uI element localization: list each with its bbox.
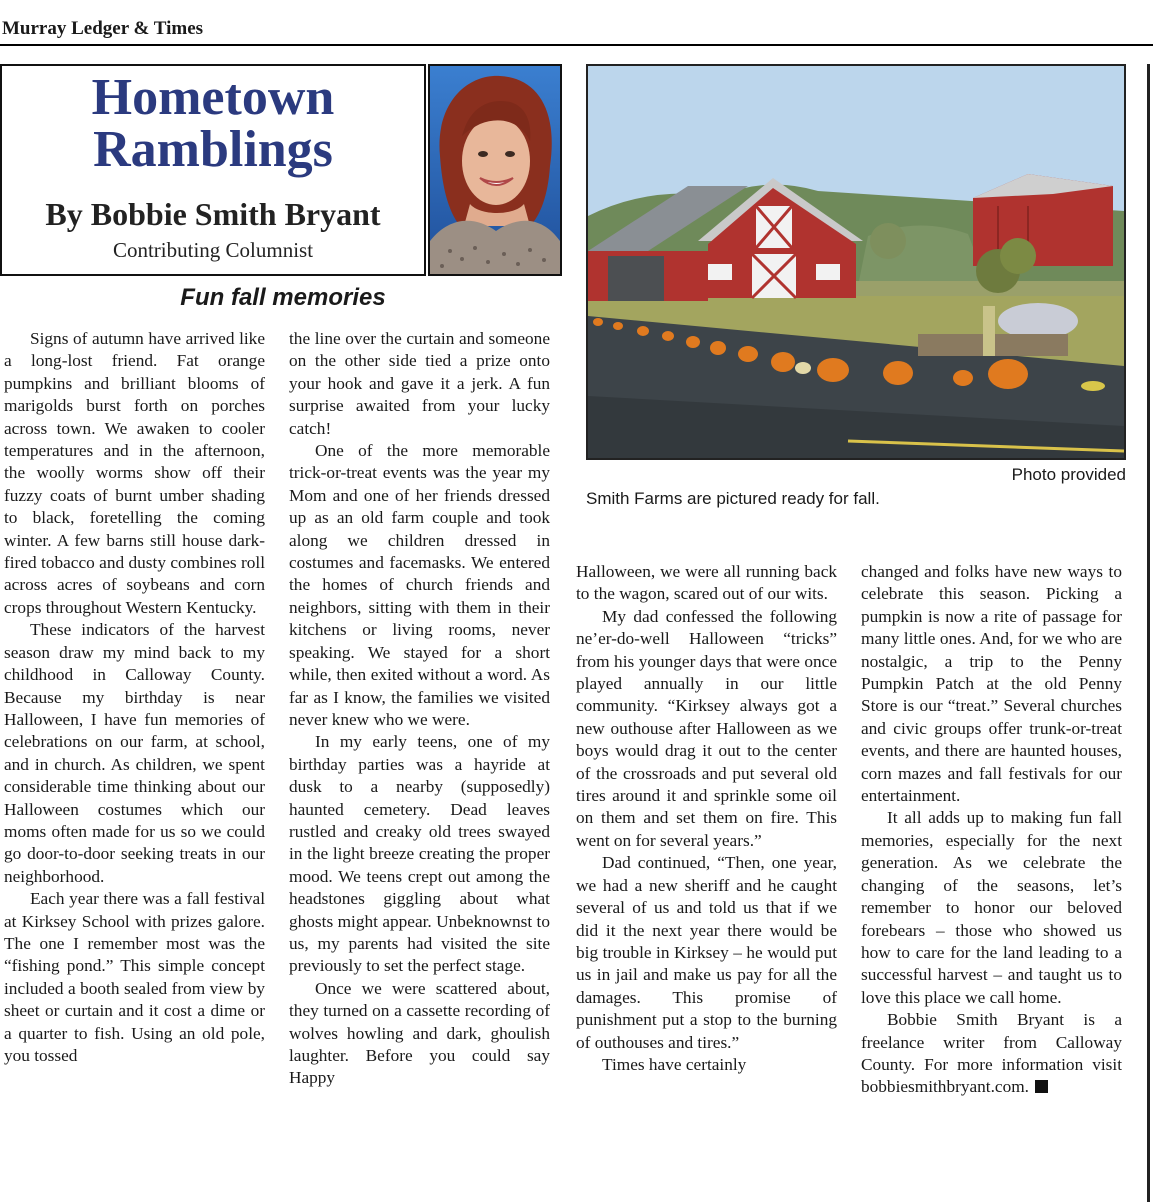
paragraph: Times have certainly [602,1054,747,1074]
end-mark-icon [1035,1080,1048,1093]
paragraph: Each year there was a fall festival at Kirksey School with prizes galore. The one I remember most was the “fishing pond.” This simple concept included a booth sealed from view by sheet or curtain and it cost a dime or a quarter to fish. Using an old pole, you tossed [4,889,265,1065]
paragraph: My dad confessed the following ne’er-do-well Halloween “tricks” from his younger days that were once played annually in our little community. “Kirksey always got a new outhouse after Halloween as we boys would drag it out to the center of the crossroads and put several old tires around it and sprinkle some oil on them and set them on fire. This went on for several years.” [576,606,837,850]
paragraph: Halloween, we were all running back to the wagon, scared out of our wits. [576,562,837,604]
paragraph: One of the more memorable trick-or-treat events was the year my Mom and one of her friends dressed up as an old farm couple and took along we children dressed in costumes and facemasks. We entered the homes of church friends and neighbors, sitting with them in their kitchens or living rooms, never speaking. We stayed for a short while, then exited without a word. As far as I know, the families we visited never knew who we were. [289,441,550,729]
paragraph: changed and folks have new ways to celebrate this season. Picking a pumpkin is now a rite of passage for many little ones. And, for we who are nostalgic, a trip to the Penny Pumpkin Patch at the old Penny Store is our “treat.” Several churches and civic groups offer trunk-or-treat events, and there are haunted houses, corn mazes and fall festivals for our entertainment. [861,562,1122,806]
portrait-image [430,66,560,274]
author-bio [861,1009,1122,1099]
column-title [0,69,426,178]
column-rule [1147,64,1150,1202]
article-column-2 [289,328,550,1090]
photo-credit: Photo provided [1011,465,1126,484]
headline: Fun fall memories [180,284,386,311]
paragraph: Dad continued, “Then, one year, we had a new sheriff and he caught several of us and told us that if we did it the next year there would be big trouble in Kirksey – he would put us in jail and make us pay for all the damages. This promise of punishment put a stop to the burning of outhouses and tires.” [576,853,837,1052]
paragraph: Signs of autumn have arrived like a long-lost friend. Fat orange pumpkins and brilliant blooms of marigolds burst forth on porches across town. We awaken to cooler temperatures and in the afternoon, the woolly worms show off their fuzzy coats of burnt umber shading to black, foretelling the coming winter. A few barns still house dark-fired tobacco and dusty combines roll across acres of soybeans and corn crops throughout Western Kentucky. [4,329,265,617]
article-column-4 [861,561,1122,1099]
paragraph: the line over the curtain and someone on the other side tied a prize onto your hook and gave it a jerk. A fun surprise awaited from your lucky catch! [289,329,550,438]
photo-caption: Smith Farms are pictured ready for fall. [586,489,880,508]
article-column-1 [4,328,265,1067]
column-title-line2: Ramblings [93,121,333,178]
paragraph: In my early teens, one of my birthday parties was a hayride at dusk to a nearby (supposedly) haunted cemetery. Dead leaves rustled and creaky old trees swayed in the light breeze creating the proper mood. We teens crept out among the headstones giggling about what ghosts might appear. Unbeknownst to us, my parents had visited the site previously to set the perfect stage. [289,732,550,976]
paragraph: Once we were scattered about, they turned on a cassette recording of wolves howling and dark, ghoulish laughter. Before you could say Happy [289,978,550,1088]
byline: By Bobbie Smith Bryant [45,196,381,232]
article-column-3 [576,561,837,1076]
farm-photo-image [588,66,1124,458]
paragraph: These indicators of the harvest season draw my mind back to my childhood in Calloway County. Because my birthday is near Halloween, I have fun memories of celebrations on our farm, at school, and in church. As children, we spent considerable time thinking about our Halloween costumes which our moms often made for us so we could go door-to-door seeking treats in our neighborhood. [4,620,265,886]
author-portrait [428,64,562,276]
column-title-line1: Hometown [91,69,335,126]
masthead [0,14,1153,46]
author-bio-text: Bobbie Smith Bryant is a freelance writer from Calloway County. For more information visit bobbiesmithbryant.com. [861,1010,1122,1097]
farm-photo [586,64,1126,460]
columnist-role: Contributing Columnist [112,238,314,262]
paragraph: It all adds up to making fun fall memories, especially for the next generation. As we celebrate the changing of the seasons, let’s remember to honor our beloved forebears – those who showed us how to care for the land leading to a successful harvest – and taught us to love this place we call home. [861,808,1122,1007]
publication-name: Murray Ledger & Times [2,18,204,39]
